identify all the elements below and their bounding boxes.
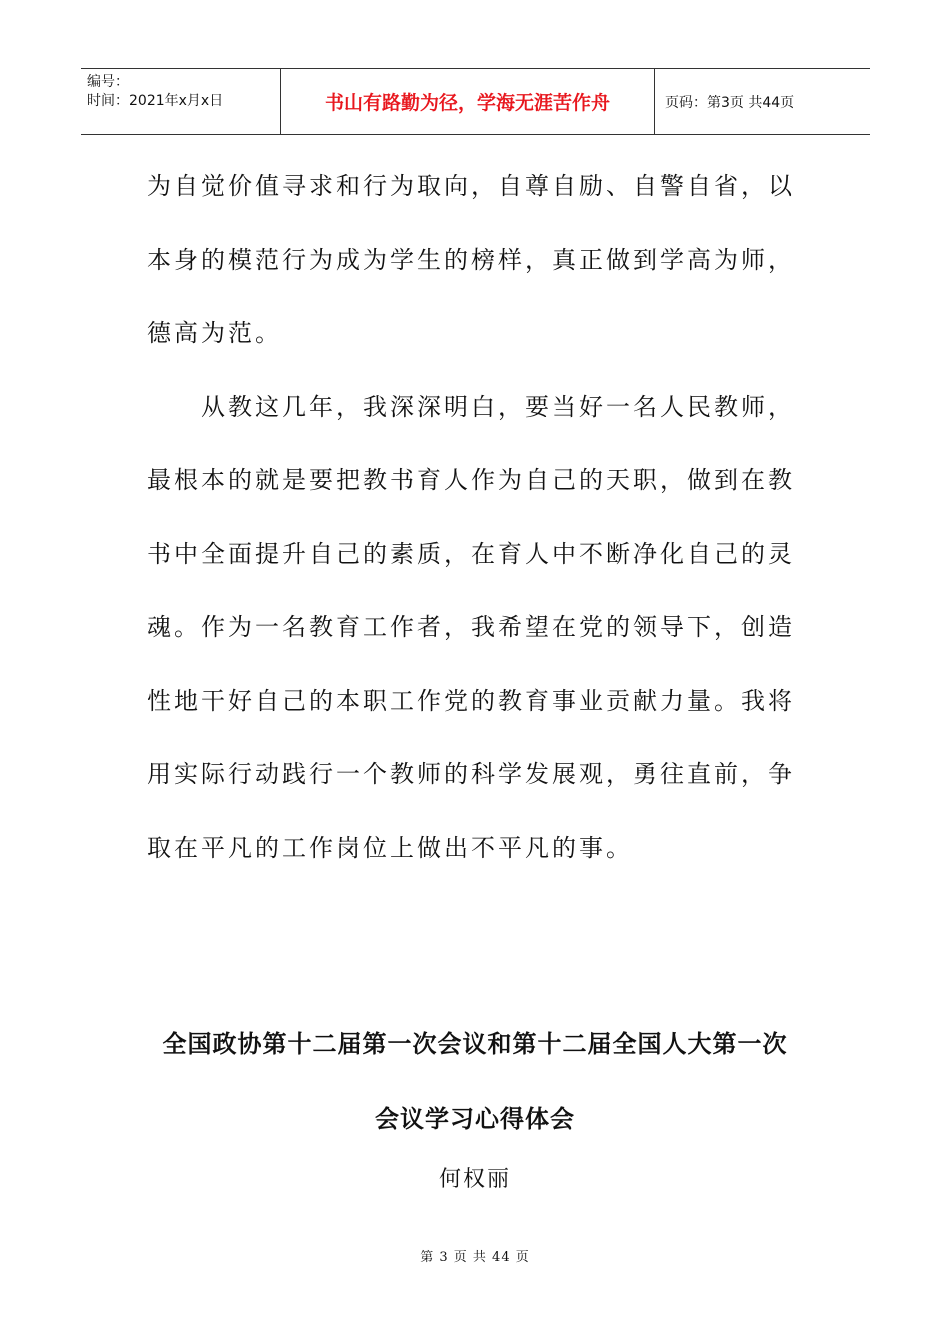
paragraph-1: 为自觉价值寻求和行为取向，自尊自励、自警自省，以本身的模范行为成为学生的榜样，真正做到学高为师，德高为范。 xyxy=(147,172,795,347)
document-number-label: 编号： xyxy=(87,74,129,90)
body-text xyxy=(147,150,807,885)
header-motto: 书山有路勤为径，学海无涯苦作舟 xyxy=(324,92,610,114)
document-date: 时间：2021年x月x日 xyxy=(87,93,224,109)
document-header xyxy=(81,68,870,135)
header-meta-cell xyxy=(81,69,281,134)
article-title-line-2: 会议学习心得体会 xyxy=(375,1105,575,1133)
article-title-line-1: 全国政协第十二届第一次会议和第十二届全国人大第一次 xyxy=(162,1030,788,1058)
paragraph-2: 从教这几年，我深深明白，要当好一名人民教师，最根本的就是要把教书育人作为自己的天职，做到在教书中全面提升自己的素质，在育人中不断净化自己的灵魂。作为一名教育工作者，我希望在党的领导下，创造性地干好自己的本职工作党的教育事业贡献力量。我将用实际行动践行一个教师的科学发展观，勇往直前，争取在平凡的工作岗位上做出不平凡的事。 xyxy=(147,392,795,862)
header-page-info: 页码：第3页 共44页 xyxy=(665,94,795,111)
header-motto-cell xyxy=(281,69,655,134)
article-author: 何权丽 xyxy=(438,1167,511,1192)
header-page-cell xyxy=(655,69,870,134)
page-footer: 第 3 页 共 44 页 xyxy=(420,1250,530,1265)
